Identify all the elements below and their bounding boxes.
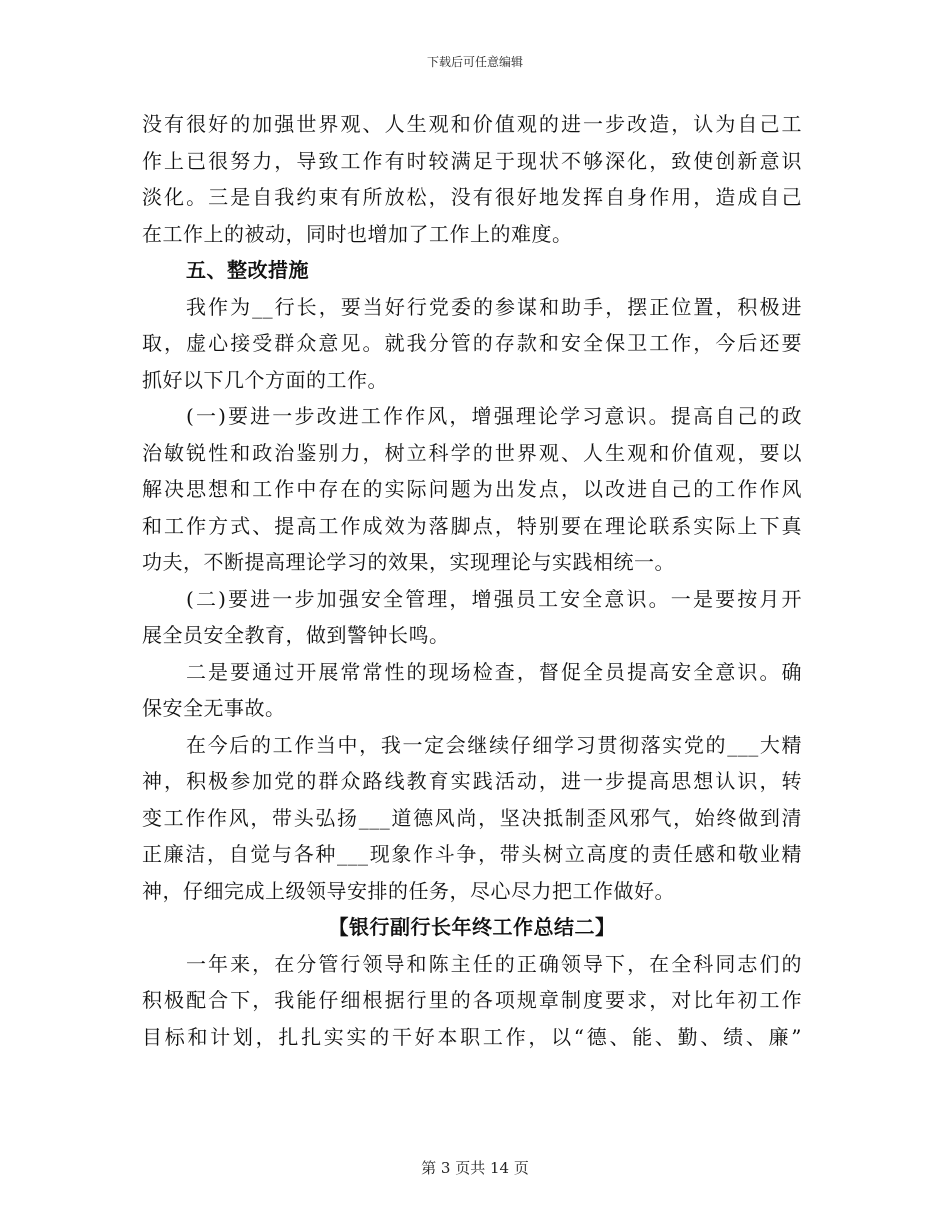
text-line: 二是要通过开展常常性的现场检查，督促全员提高安全意识。确: [186, 659, 802, 684]
text-line: 正廉洁，自觉与各种___现象作斗争，带头树立高度的责任感和敬业精: [142, 842, 802, 866]
text-line: 在工作上的被动，同时也增加了工作上的难度。: [142, 221, 573, 246]
text-line: 功夫，不断提高理论学习的效果，实现理论与实践相统一。: [142, 550, 675, 574]
page-header: 下载后可任意编辑: [426, 55, 523, 69]
text-line: 淡化。三是自我约束有所放松，没有很好地发挥自身作用，造成自己: [142, 185, 802, 209]
text-line: 和工作方式、提高工作成效为落脚点，特别要在理论联系实际上下真: [142, 513, 802, 538]
paragraph-continuation: [142, 106, 802, 252]
text-line: 目标和计划，扎扎实实的干好本职工作，以“德、能、勤、绩、廉”: [142, 1024, 802, 1049]
section-title: 【银行副行长年终工作总结二】: [328, 915, 616, 939]
text-line: (二)要进一步加强安全管理，增强员工安全意识。一是要按月开: [186, 586, 802, 611]
text-line: 在今后的工作当中，我一定会继续仔细学习贯彻落实党的___大精: [186, 732, 802, 757]
text-line: 解决思想和工作中存在的实际问题为出发点，以改进自己的工作作风: [142, 477, 802, 501]
text-line: 保安全无事故。: [142, 696, 286, 720]
page-footer: 第 3 页共 14 页: [421, 1159, 529, 1177]
text-line: 作上已很努力，导致工作有时较满足于现状不够深化，致使创新意识: [142, 148, 802, 173]
paragraph: [142, 581, 802, 654]
text-line: 治敏锐性和政治鉴别力，树立科学的世界观、人生观和价值观，要以: [142, 440, 802, 465]
paragraph: [142, 946, 802, 1056]
text-line: 神，积极参加党的群众路线教育实践活动，进一步提高思想认识，转: [142, 769, 802, 793]
text-line: 变工作作风，带头弘扬___道德风尚，坚决抵制歪风邪气，始终做到清: [142, 805, 802, 830]
document-body: [142, 106, 802, 1055]
paragraph: [142, 289, 802, 399]
text-line: 一年来，在分管行领导和陈主任的正确领导下，在全科同志们的: [186, 951, 802, 976]
paragraph: [142, 727, 802, 910]
text-line: (一)要进一步改进工作作风，增强理论学习意识。提高自己的政: [186, 404, 802, 428]
section-heading: 五、整改措施: [186, 258, 309, 282]
text-line: 神，仔细完成上级领导安排的任务，尽心尽力把工作做好。: [142, 878, 675, 903]
paragraph: [142, 398, 802, 581]
text-line: 展全员安全教育，做到警钟长鸣。: [142, 623, 450, 647]
text-line: 没有很好的加强世界观、人生观和价值观的进一步改造，认为自己工: [142, 112, 802, 136]
paragraph: [142, 654, 802, 727]
text-line: 取，虚心接受群众意见。就我分管的存款和安全保卫工作，今后还要: [142, 331, 802, 355]
text-line: 我作为__行长，要当好行党委的参谋和助手，摆正位置，积极进: [186, 294, 802, 319]
text-line: 抓好以下几个方面的工作。: [142, 367, 388, 392]
text-line: 积极配合下，我能仔细根据行里的各项规章制度要求，对比年初工作: [142, 988, 802, 1012]
